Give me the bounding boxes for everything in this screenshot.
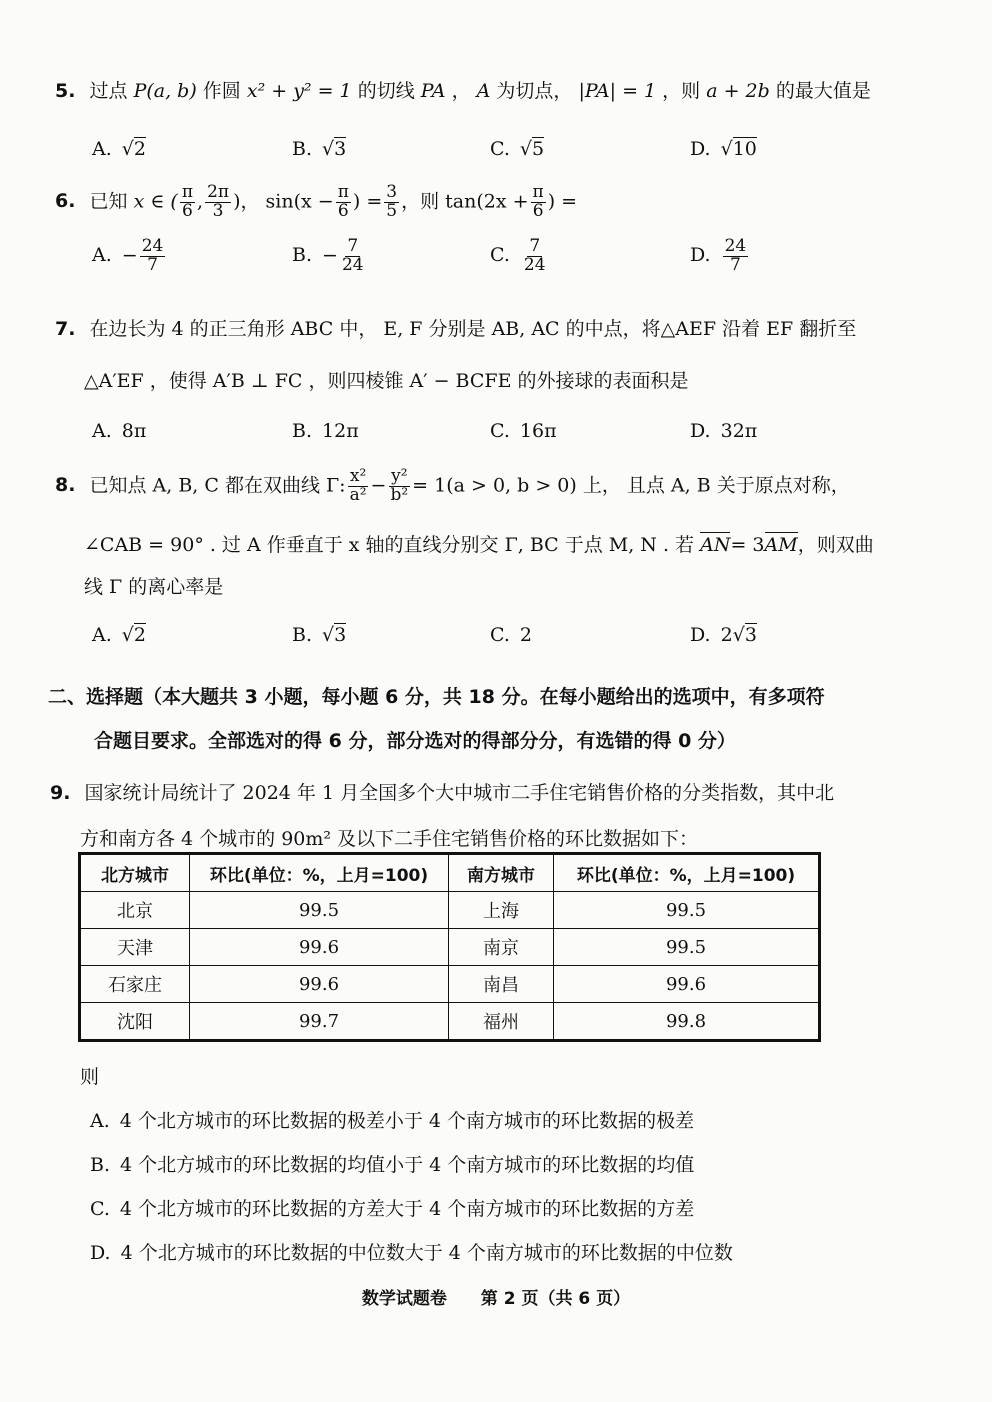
option-b[interactable]: B. − $\frac{7}{24}$ bbox=[292, 236, 364, 275]
table-cell: 99.6 bbox=[190, 929, 449, 966]
q5-text-f: ，则 bbox=[662, 80, 701, 102]
index-table bbox=[78, 852, 821, 1042]
table-header: 环比(单位：%，上月=100) bbox=[554, 854, 820, 892]
table-cell: 99.6 bbox=[554, 966, 820, 1003]
q6-text-a: 已知 bbox=[89, 190, 128, 213]
table-cell: 99.7 bbox=[190, 1003, 449, 1041]
option-a[interactable]: A. 4 个北方城市的环比数据的极差小于 4 个南方城市的环比数据的极差 bbox=[90, 1110, 695, 1132]
q5-text-b: 作圆 bbox=[202, 80, 241, 102]
question-8: 8. 已知点 A, B, C 都在双曲线 Γ: $\frac{\text{x²}}{\text{a²}}$ − $\frac{\text{y²}}{\text{b²}}$ = 1(a > 0, b > 0) 上， 且点 A, B 关于原点对称， bbox=[55, 466, 850, 505]
option-c[interactable]: C. 16π bbox=[490, 420, 557, 442]
table-cell: 99.5 bbox=[554, 929, 820, 966]
option-b[interactable]: B. 4 个北方城市的环比数据的均值小于 4 个南方城市的环比数据的均值 bbox=[90, 1154, 695, 1176]
option-d[interactable]: D. 32π bbox=[690, 420, 758, 442]
question-number: 5. bbox=[55, 80, 76, 102]
question-number: 9. bbox=[50, 782, 71, 804]
q6-sin: sin(x − bbox=[265, 190, 334, 213]
option-b[interactable]: B. √3 bbox=[292, 138, 347, 160]
table-cell: 99.5 bbox=[554, 892, 820, 929]
table-cell: 南昌 bbox=[449, 966, 554, 1003]
table-cell: 福州 bbox=[449, 1003, 554, 1041]
table-cell: 北京 bbox=[80, 892, 190, 929]
option-d[interactable]: D. 4 个北方城市的环比数据的中位数大于 4 个南方城市的环比数据的中位数 bbox=[90, 1242, 733, 1264]
q8-line-2: ∠CAB = 90° . 过 A 作垂直于 x 轴的直线分别交 Γ, BC 于点 M, N . 若 AN= 3AM，则双曲 bbox=[84, 534, 874, 556]
q5-point-p: P(a, b) bbox=[133, 80, 197, 102]
option-a[interactable]: A. − $\frac{24}{7}$ bbox=[92, 236, 164, 275]
vector-am: AM bbox=[764, 534, 798, 556]
q8-line-3: 线 Γ 的离心率是 bbox=[84, 576, 224, 598]
q7-line-1: 在边长为 4 的正三角形 ABC 中， E, F 分别是 AB, AC 的中点，将△AEF 沿着 EF 翻折至 bbox=[89, 318, 857, 340]
option-d[interactable]: D. 2√3 bbox=[690, 624, 757, 646]
option-d[interactable]: D. √10 bbox=[690, 138, 757, 160]
q8-frac-y: $\frac{\text{y²}}{\text{b²}}$ bbox=[390, 466, 409, 505]
question-7 bbox=[55, 314, 856, 341]
option-a[interactable]: A. √2 bbox=[92, 624, 146, 646]
page-footer bbox=[0, 1284, 992, 1309]
section-2-heading-cont: 合题目要求。全部选对的得 6 分，部分选对的得部分分，有选错的得 0 分） bbox=[94, 730, 736, 752]
table-cell: 99.5 bbox=[190, 892, 449, 929]
table-cell: 南京 bbox=[449, 929, 554, 966]
footer-subject: 数学试题卷 bbox=[361, 1289, 447, 1309]
option-a[interactable]: A. 8π bbox=[92, 420, 147, 442]
table-row bbox=[80, 966, 820, 1003]
table-header: 环比(单位：%，上月=100) bbox=[190, 854, 449, 892]
q6-frac-4: $\frac{3}{5}$ bbox=[386, 182, 398, 221]
q5-pa: PA bbox=[420, 80, 446, 102]
q5-text-a: 过点 bbox=[89, 80, 128, 102]
question-9 bbox=[50, 778, 834, 805]
table-row bbox=[80, 1003, 820, 1041]
option-c[interactable]: C. 4 个北方城市的环比数据的方差大于 4 个南方城市的环比数据的方差 bbox=[90, 1198, 695, 1220]
q8-text-a: 已知点 A, B, C 都在双曲线 Γ: bbox=[89, 474, 346, 497]
table-cell: 石家庄 bbox=[80, 966, 190, 1003]
q8-text-b: = 1(a > 0, b > 0) 上， 且点 A, B 关于原点对称， bbox=[412, 474, 850, 497]
table-cell: 沈阳 bbox=[80, 1003, 190, 1041]
q9-line-2: 方和南方各 4 个城市的 90m² 及以下二手住宅销售价格的环比数据如下： bbox=[80, 828, 699, 850]
q6-tan: tan(2x + bbox=[445, 190, 529, 213]
table-header: 南方城市 bbox=[449, 854, 554, 892]
table-row bbox=[80, 892, 820, 929]
question-6: 6. 已知 x ∈ ( $\frac{\pi}{6}$ , $\frac{2\pi}{3}$ )， sin(x − $\frac{\pi}{6}$ ) = $\frac{3}{5}$ ，则 tan(2x + $\frac{\pi}{6}$ ) = bbox=[55, 182, 578, 221]
q6-frac-1: $\frac{\pi}{6}$ bbox=[181, 182, 194, 221]
footer-page-number: 第 2 页（共 6 页） bbox=[480, 1289, 631, 1309]
question-number: 8. bbox=[55, 474, 76, 497]
option-b[interactable]: B. √3 bbox=[292, 624, 347, 646]
q9-line-1: 国家统计局统计了 2024 年 1 月全国多个大中城市二手住宅销售价格的分类指数，其中北 bbox=[84, 782, 835, 804]
q9-then: 则 bbox=[80, 1066, 100, 1088]
q6-frac-5: $\frac{\pi}{6}$ bbox=[532, 182, 544, 221]
q6-frac-2: $\frac{2\pi}{3}$ bbox=[207, 182, 230, 221]
table-header-row bbox=[80, 854, 820, 892]
table-row bbox=[80, 929, 820, 966]
question-5 bbox=[55, 76, 871, 103]
section-2-heading: 二、选择题（本大题共 3 小题，每小题 6 分，共 18 分。在每小题给出的选项中，有多项符 bbox=[48, 686, 825, 708]
q5-text-e: 为切点， bbox=[496, 80, 573, 102]
q5-text-d: ， bbox=[451, 80, 471, 102]
q5-sum: a + 2b bbox=[706, 80, 770, 102]
table-cell: 99.6 bbox=[190, 966, 449, 1003]
q5-circle-eq: x² + y² = 1 bbox=[246, 80, 352, 102]
table-cell: 上海 bbox=[449, 892, 554, 929]
q7-line-2: △A′EF ，使得 A′B ⊥ FC ，则四棱锥 A′ − BCFE 的外接球的表面积是 bbox=[84, 370, 689, 392]
table-cell: 天津 bbox=[80, 929, 190, 966]
vector-an: AN bbox=[700, 534, 731, 556]
question-number: 6. bbox=[55, 190, 76, 213]
q5-abs: |PA| = 1 bbox=[578, 80, 657, 102]
question-number: 7. bbox=[55, 318, 76, 340]
q5-text-g: 的最大值是 bbox=[775, 80, 871, 102]
table-header: 北方城市 bbox=[80, 854, 190, 892]
option-d[interactable]: D. $\frac{24}{7}$ bbox=[690, 236, 747, 275]
option-c[interactable]: C. √5 bbox=[490, 138, 545, 160]
option-c[interactable]: C. 2 bbox=[490, 624, 532, 646]
option-c[interactable]: C. $\frac{7}{24}$ bbox=[490, 236, 546, 275]
table-cell: 99.8 bbox=[554, 1003, 820, 1041]
option-a[interactable]: A. √2 bbox=[92, 138, 146, 160]
q5-text-c: 的切线 bbox=[357, 80, 415, 102]
q8-frac-x: $\frac{\text{x²}}{\text{a²}}$ bbox=[349, 466, 367, 505]
q6-x-in: x ∈ ( bbox=[133, 190, 178, 213]
q6-frac-3: $\frac{\pi}{6}$ bbox=[337, 182, 349, 221]
option-b[interactable]: B. 12π bbox=[292, 420, 359, 442]
q5-a: A bbox=[476, 80, 491, 102]
